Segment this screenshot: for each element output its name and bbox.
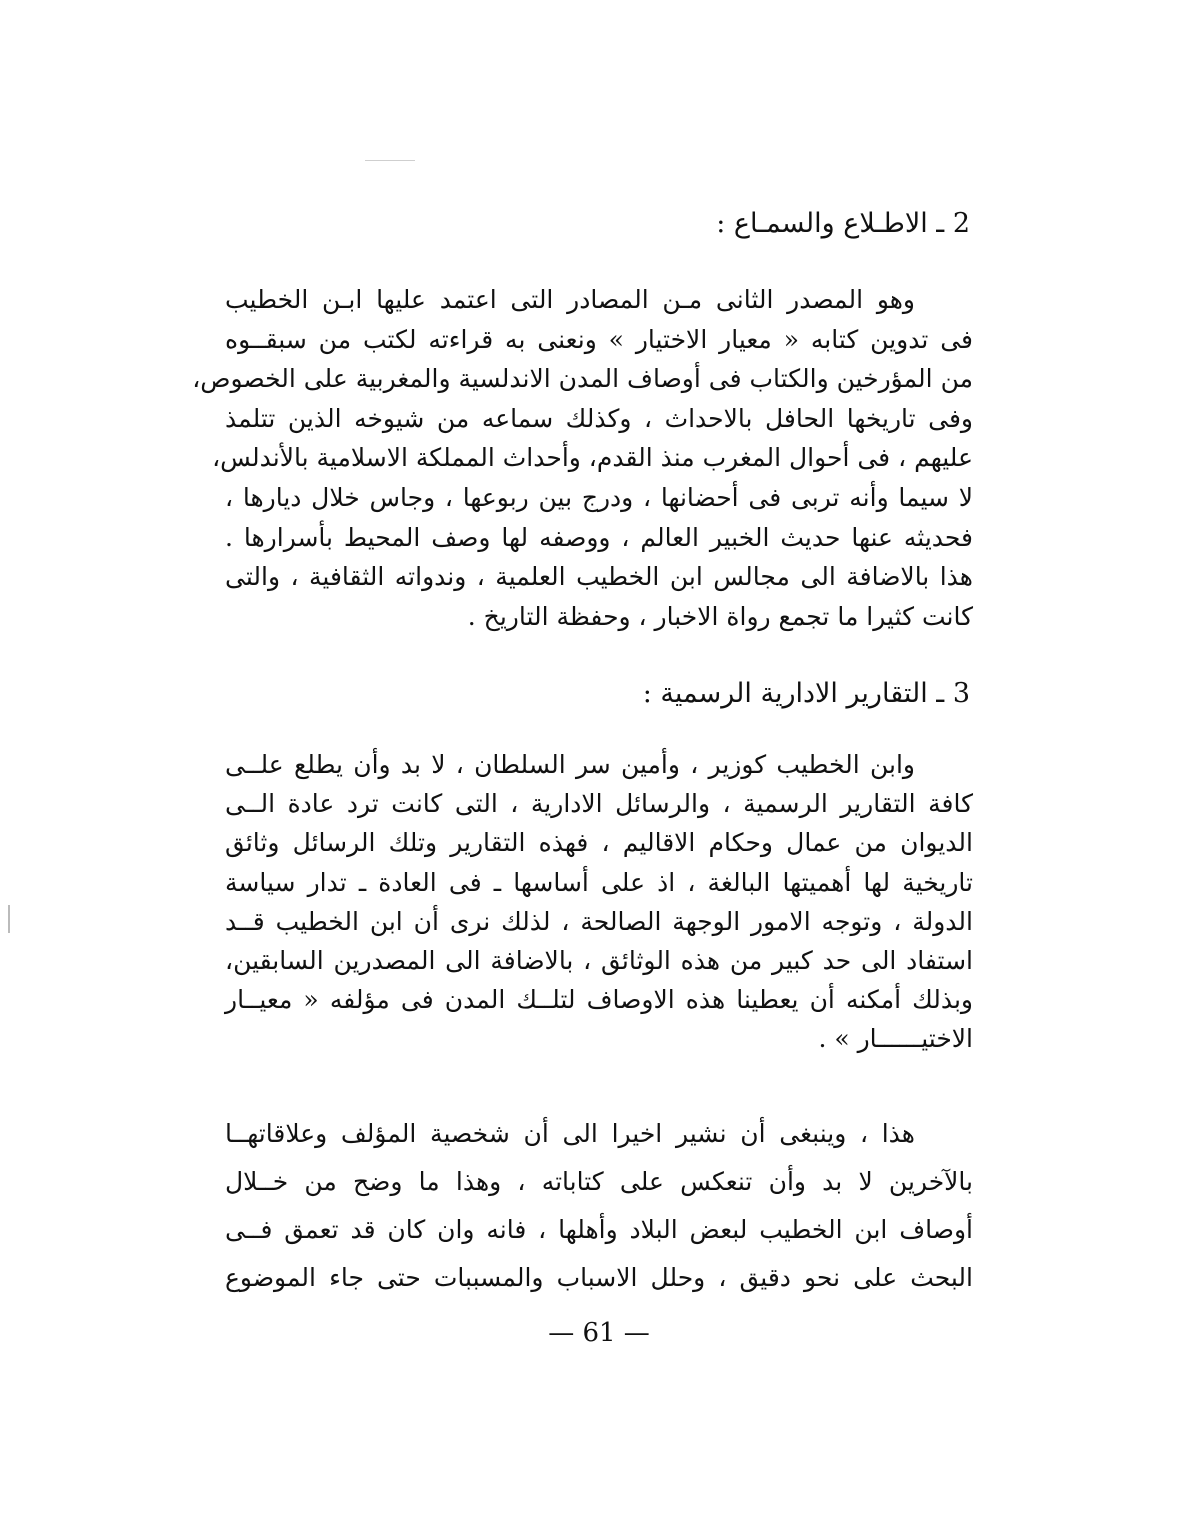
paragraph-line: من المؤرخين والكتاب فى أوصاف المدن الاندلسية والمغربية على الخصوص، xyxy=(192,364,973,394)
closing-paragraph xyxy=(225,1110,973,1302)
paragraph-line: فحديثه عنها حديث الخبير العالم ، ووصفه لها وصف المحيط بأسرارها . xyxy=(225,522,974,552)
paragraph-line: البحث على نحو دقيق ، وحلل الاسباب والمسببات حتى جاء الموضوع xyxy=(225,1263,973,1292)
section-heading-3: 3 ـ التقارير الادارية الرسمية : xyxy=(642,678,970,709)
paragraph-line: أوصاف ابن الخطيب لبعض البلاد وأهلها ، فانه وان كان قد تعمق فــى xyxy=(225,1215,973,1244)
paragraph-line: استفاد الى حد كبير من هذه الوثائق ، بالاضافة الى المصدرين السابقين، xyxy=(225,946,973,976)
paragraph-line: تاريخية لها أهميتها البالغة ، اذ على أساسها ـ فى العادة ـ تدار سياسة xyxy=(225,867,973,897)
scan-rule-mark xyxy=(365,160,415,161)
page-number: — 61 — xyxy=(548,1318,650,1348)
paragraph-line: الديوان من عمال وحكام الاقاليم ، فهذه التقارير وتلك الرسائل وثائق xyxy=(225,828,973,858)
paragraph-line: لا سيما وأنه تربى فى أحضانها ، ودرج بين ربوعها ، وجاس خلال ديارها ، xyxy=(225,482,973,512)
paragraph-line: عليهم ، فى أحوال المغرب منذ القدم، وأحداث المملكة الاسلامية بالأندلس، xyxy=(212,443,973,473)
paragraph-line: الدولة ، وتوجه الامور الوجهة الصالحة ، لذلك نرى أن ابن الخطيب قــد xyxy=(225,906,973,936)
paragraph-line: وابن الخطيب كوزير ، وأمين سر السلطان ، لا بد وأن يطلع علــى xyxy=(225,750,915,779)
scan-margin-mark xyxy=(8,905,10,933)
paragraph-line: وبذلك أمكنه أن يعطينا هذه الاوصاف لتلــك المدن فى مؤلفه « معيــار xyxy=(225,985,973,1015)
section-3-paragraph xyxy=(225,745,973,1059)
section-heading-2: 2 ـ الاطـلاع والسمـاع : xyxy=(716,208,970,239)
section-2-paragraph xyxy=(192,280,974,636)
paragraph-line: وفى تاريخها الحافل بالاحداث ، وكذلك سماعه من شيوخه الذين تتلمذ xyxy=(225,403,973,433)
paragraph-line: الاختيــــــار » . xyxy=(818,1024,973,1054)
paragraph-line: هذا بالاضافة الى مجالس ابن الخطيب العلمية ، وندواته الثقافية ، والتى xyxy=(225,562,973,592)
paragraph-line: بالآخرين لا بد وأن تنعكس على كتاباته ، وهذا ما وضح من خــلال xyxy=(225,1167,973,1196)
paragraph-line: هذا ، وينبغى أن نشير اخيرا الى أن شخصية المؤلف وعلاقاتهــا xyxy=(225,1119,915,1148)
paragraph-line: كافة التقارير الرسمية ، والرسائل الادارية ، التى كانت ترد عادة الــى xyxy=(225,789,973,819)
paragraph-line: وهو المصدر الثانى مـن المصادر التى اعتمد عليها ابـن الخطيب xyxy=(225,285,915,314)
paragraph-line: كانت كثيرا ما تجمع رواة الاخبار ، وحفظة التاريخ . xyxy=(467,601,973,631)
paragraph-line: فى تدوين كتابه « معيار الاختيار » ونعنى به قراءته لكتب من سبقــوه xyxy=(225,324,973,354)
